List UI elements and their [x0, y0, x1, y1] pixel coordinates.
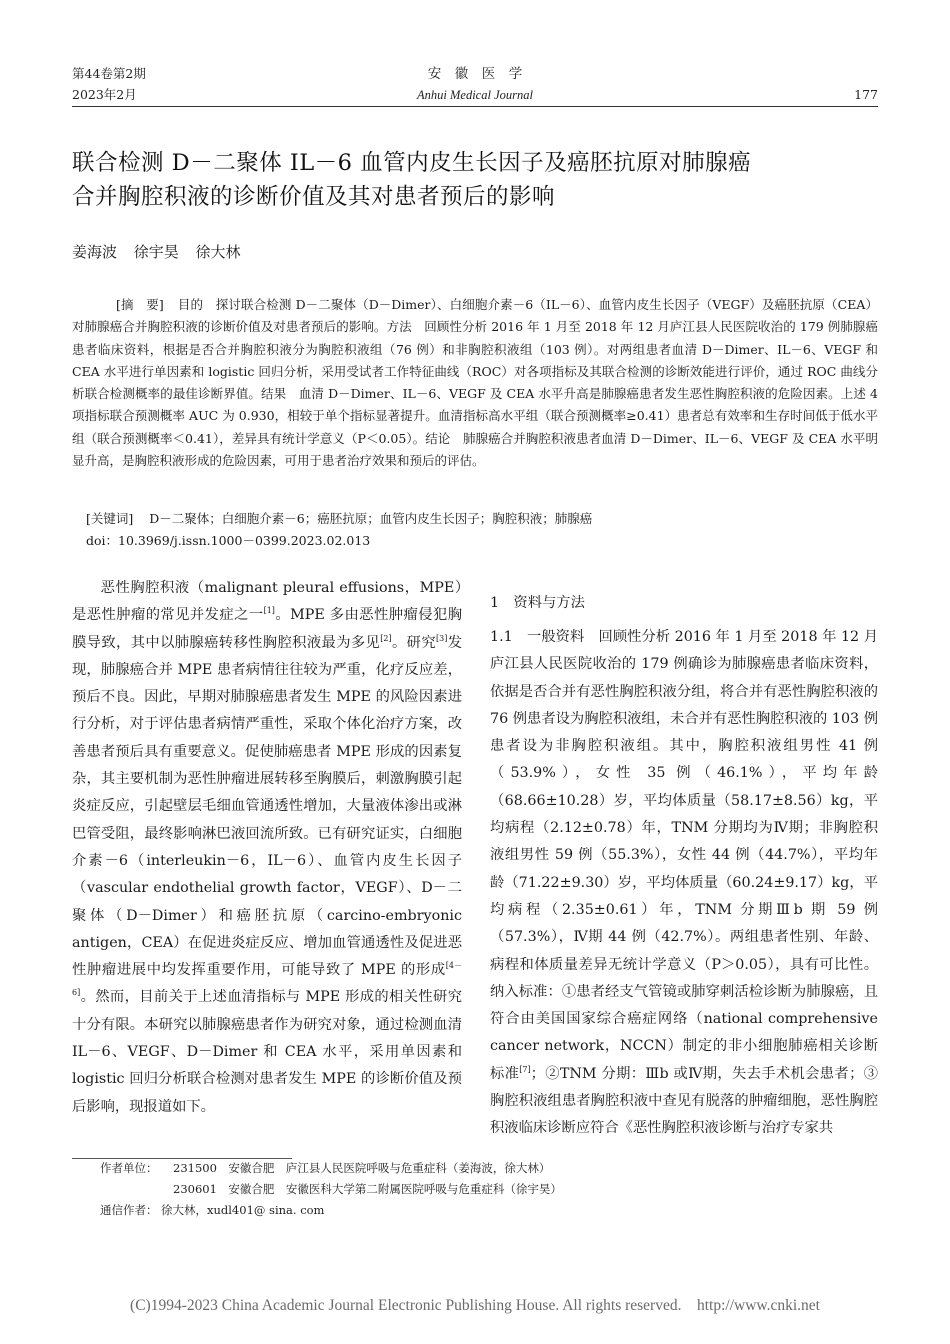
intro-text-5: 。然而，目前关于上述血清指标与 MPE 形成的相关性研究十分有限。本研究以肺腺癌患者作为研究对象，通过检测血清 IL－6、VEGF、D－Dimer 和 CEA 水平，采用单因素和 logistic 回归分析联合检测对患者发生 MPE 的诊断价值及预后影响，现报道如下。 [72, 989, 462, 1115]
affiliation-1: 231500 安徽合肥 庐江县人民医院呼吸与危重症科（姜海波，徐大林） [173, 1161, 551, 1175]
citation-ref[interactable]: [4－6] [72, 961, 462, 998]
intro-text-1: 恶性胸腔积液（malignant pleural effusions，MPE）是恶性肿瘤的常见并发症之一 [72, 580, 462, 624]
keywords-label: [关键词] [86, 511, 134, 526]
issue-date: 2023年2月 [72, 87, 137, 102]
methods-paragraph [490, 624, 878, 1143]
citation-ref[interactable]: [7] [519, 1064, 531, 1074]
corresponding-author: 徐大林，xudl401@ sina. com [161, 1203, 325, 1217]
affiliation-label: 作者单位： [100, 1161, 158, 1175]
intro-text-3: 。研究 [391, 634, 436, 651]
volume-issue: 第44卷第2期 [72, 66, 146, 81]
intro-text-4: 发现，肺腺癌合并 MPE 患者病情往往较为严重，化疗反应差，预后不良。因此，早期对肺腺癌患者发生 MPE 的风险因素进行分析，对于评估患者病情严重性，采取个体化治疗方案，改善患者预后具有重要意义。促使肺癌患者 MPE 形成的因素复杂，其主要机制为恶性肿瘤进展转移至胸膜后，刺激胸膜引起炎症反应，引起壁层毛细血管通透性增加，大量液体渗出或淋巴管受阻，最终影响淋巴液回流所致。已有研究证实，白细胞介素－6（interleukin－6，IL－6）、血管内皮生长因子（vascular endothelial growth factor，VEGF）、D－二聚体（D－Dimer）和癌胚抗原（carcino-embryonic antigen，CEA）在促进炎症反应、增加血管通透性及促进恶性肿瘤进展中均发挥重要作用，可能导致了 MPE 的形成 [72, 634, 463, 979]
corresponding-label: 通信作者： [100, 1203, 158, 1217]
header-rule [72, 106, 878, 107]
article-title-line-1: 联合检测 D－二聚体 IL－6 血管内皮生长因子及癌胚抗原对肺腺癌 [72, 150, 752, 176]
affiliation-2: 230601 安徽合肥 安徽医科大学第二附属医院呼吸与危重症科（徐宇昊） [173, 1182, 562, 1196]
journal-name-en: Anhui Medical Journal [417, 88, 533, 102]
doi: doi：10.3969/j.issn.1000－0399.2023.02.013 [86, 533, 371, 548]
intro-text-2: 。MPE 多由恶性肿瘤侵犯胸膜导致，其中以肺腺癌转移性胸腔积液最为多见 [72, 607, 462, 651]
intro-paragraph [72, 575, 462, 1121]
methods-text-2: ；②TNM 分期：Ⅲb 或Ⅳ期，失去手术机会患者；③胸腔积液组患者胸腔积液中查见有脱落的肿瘤细胞，恶性胸腔积液临床诊断应符合《恶性胸腔积液诊断与治疗专家共 [490, 1065, 878, 1137]
right-column [490, 590, 878, 1143]
copyright-notice: (C)1994-2023 China Academic Journal Electronic Publishing House. All rights reserved. http://www.cnki.net [130, 1297, 820, 1314]
methods-text-1: 1.1 一般资料 回顾性分析 2016 年 1 月至 2018 年 12 月庐江县人民医院收治的 179 例确诊为肺腺癌患者临床资料，依据是否合并有恶性胸腔积液分组，将合并有恶性胸腔积液的 76 例患者设为胸腔积液组，未合并有恶性胸腔积液的 103 例患者设为非胸腔积液组。其中，胸腔积液组男性 41 例（53.9%），女性 35 例（46.1%），平均年龄（68.66±10.28）岁，平均体质量（58.17±8.56）kg，平均病程（2.12±0.78）年，TNM 分期均为Ⅳ期；非胸腔积液组男性 59 例（55.3%），女性 44 例（44.7%），平均年龄（71.22±9.30）岁，平均体质量（60.24±9.17）kg，平均病程（2.35±0.61）年，TNM 分期Ⅲb 期 59 例（57.3%），Ⅳ期 44 例（42.7%）。两组患者性别、年龄、病程和体质量差异无统计学意义（P＞0.05），具有可比性。纳入标准：①患者经支气管镜或肺穿刺活检诊断为肺腺癌，且符合由美国国家综合癌症网络（national comprehensive cancer network，NCCN）制定的非小细胞肺癌相关诊断标准 [490, 629, 878, 1082]
abstract-label: [摘 要] [116, 297, 164, 312]
author-list: 姜海波 徐宇昊 徐大林 [72, 243, 241, 261]
citation-ref[interactable]: [2] [380, 633, 392, 643]
abstract-text: 目的 探讨联合检测 D－二聚体（D－Dimer）、白细胞介素－6（IL－6）、血管内皮生长因子（VEGF）及癌胚抗原（CEA）对肺腺癌合并胸腔积液的诊断价值及对患者预后的影响。方法 回顾性分析 2016 年 1 月至 2018 年 12 月庐江县人民医院收治的 179 例肺腺癌患者临床资料，根据是否合并胸腔积液分为胸腔积液组（76 例）和非胸腔积液组（103 例）。对两组患者血清 D－Dimer、IL－6、VEGF 和 CEA 水平进行单因素和 logistic 回归分析，采用受试者工作特征曲线（ROC）对各项指标及其联合检测的诊断效能进行评价，通过 ROC 曲线分析联合检测概率的最佳诊断界值。结果 血清 D－Dimer、IL－6、VEGF 及 CEA 水平升高是肺腺癌患者发生恶性胸腔积液的危险因素。上述 4 项指标联合预测概率 AUC 为 0.930，相较于单个指标显著提升。血清指标高水平组（联合预测概率≥0.41）患者总有效率和生存时间低于低水平组（联合预测概率＜0.41），差异具有统计学意义（P＜0.05）。结论 肺腺癌合并胸腔积液患者血清 D－Dimer、IL－6、VEGF 及 CEA 水平明显升高，是胸腔积液形成的危险因素，可用于患者治疗效果和预后的评估。 [72, 297, 878, 469]
citation-ref[interactable]: [3] [436, 633, 448, 643]
section-heading: 1 资料与方法 [490, 595, 585, 611]
keywords [86, 508, 876, 530]
citation-ref[interactable]: [1] [263, 606, 275, 616]
abstract [72, 294, 878, 472]
keywords-text: D－二聚体；白细胞介素－6；癌胚抗原；血管内皮生长因子；胸腔积液；肺腺癌 [149, 511, 593, 526]
left-column [72, 575, 462, 1121]
journal-name-cn: 安 徽 医 学 [427, 66, 523, 82]
article-title-line-2: 合并胸腔积液的诊断价值及其对患者预后的影响 [72, 184, 556, 210]
page-number: 177 [854, 87, 878, 102]
